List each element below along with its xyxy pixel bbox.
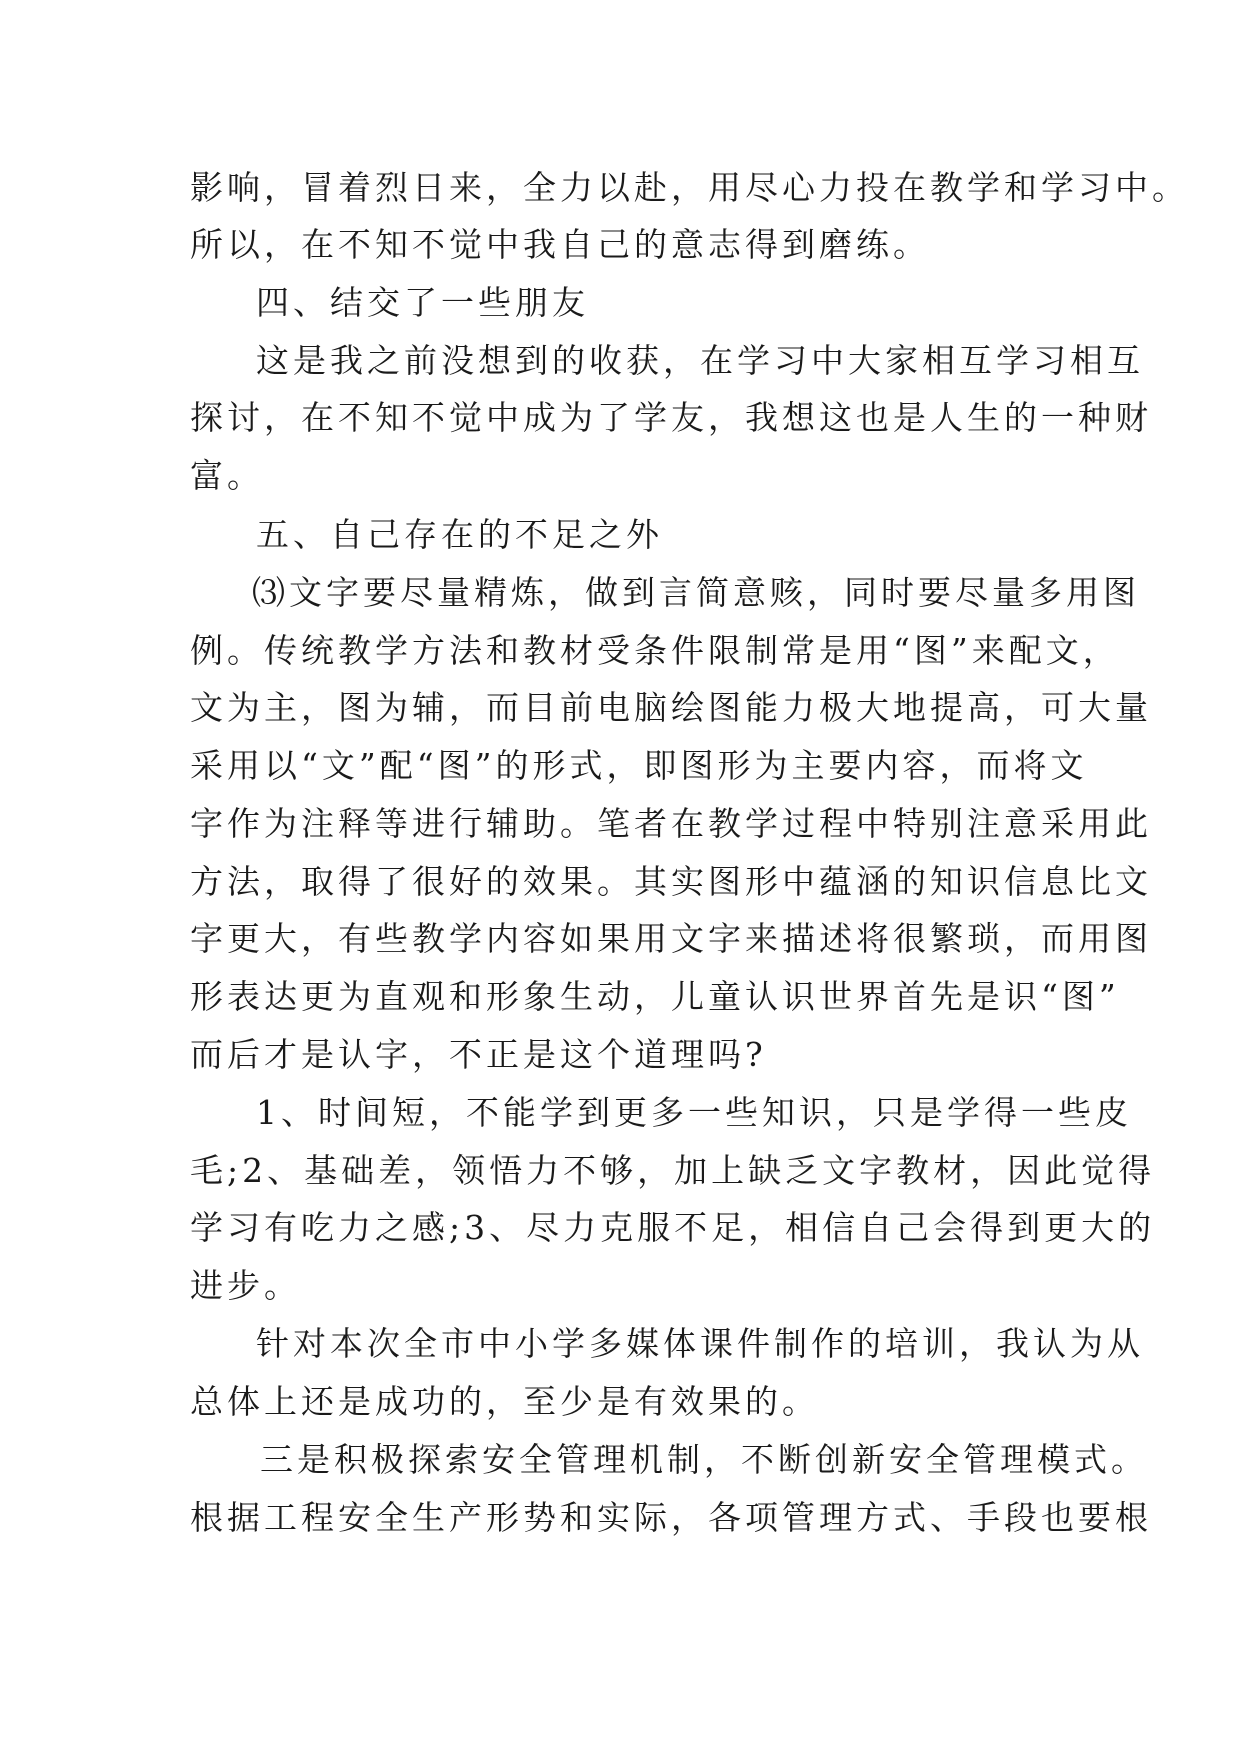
text-line: 例。传统教学方法和教材受条件限制常是用“图”来配文， [190,631,1120,670]
text-line: 文为主，图为辅，而目前电脑绘图能力极大地提高，可大量 [190,688,1152,727]
text-line: 探讨，在不知不觉中成为了学友，我想这也是人生的一种财 [190,398,1152,437]
section-heading: 五、自己存在的不足之外 [256,515,663,554]
text-line: 影响，冒着烈日来，全力以赴，用尽心力投在教学和学习中。 [190,168,1189,207]
section-heading: 四、结交了一些朋友 [256,283,589,322]
text-line: 富。 [190,456,264,495]
text-line: ⑶文字要尽量精炼，做到言简意赅，同时要尽量多用图 [252,573,1140,612]
text-line: 而后才是认字，不正是这个道理吗? [190,1035,767,1074]
text-line: 采用以“文”配“图”的形式，即图形为主要内容，而将文 [190,746,1088,785]
text-line: 这是我之前没想到的收获，在学习中大家相互学习相互 [256,341,1144,380]
text-line: 三是积极探索安全管理机制，不断创新安全管理模式。 [260,1440,1148,1479]
text-line: 学习有吃力之感;3、尽力克服不足，相信自己会得到更大的 [190,1208,1156,1247]
text-line: 方法，取得了很好的效果。其实图形中蕴涵的知识信息比文 [190,862,1152,901]
text-line: 进步。 [190,1266,301,1305]
text-line: 毛;2、基础差，领悟力不够，加上缺乏文字教材，因此觉得 [190,1151,1156,1190]
text-line: 字作为注释等进行辅助。笔者在教学过程中特别注意采用此 [190,804,1152,843]
text-line: 总体上还是成功的，至少是有效果的。 [190,1382,819,1421]
text-line: 1、时间短，不能学到更多一些知识，只是学得一些皮 [256,1093,1132,1132]
text-line: 针对本次全市中小学多媒体课件制作的培训，我认为从 [256,1324,1144,1363]
text-line: 形表达更为直观和形象生动，儿童认识世界首先是识“图” [190,977,1120,1016]
text-line: 根据工程安全生产形势和实际，各项管理方式、手段也要根 [190,1498,1152,1537]
text-line: 所以，在不知不觉中我自己的意志得到磨练。 [190,225,930,264]
text-line: 字更大，有些教学内容如果用文字来描述将很繁琐，而用图 [190,919,1152,958]
